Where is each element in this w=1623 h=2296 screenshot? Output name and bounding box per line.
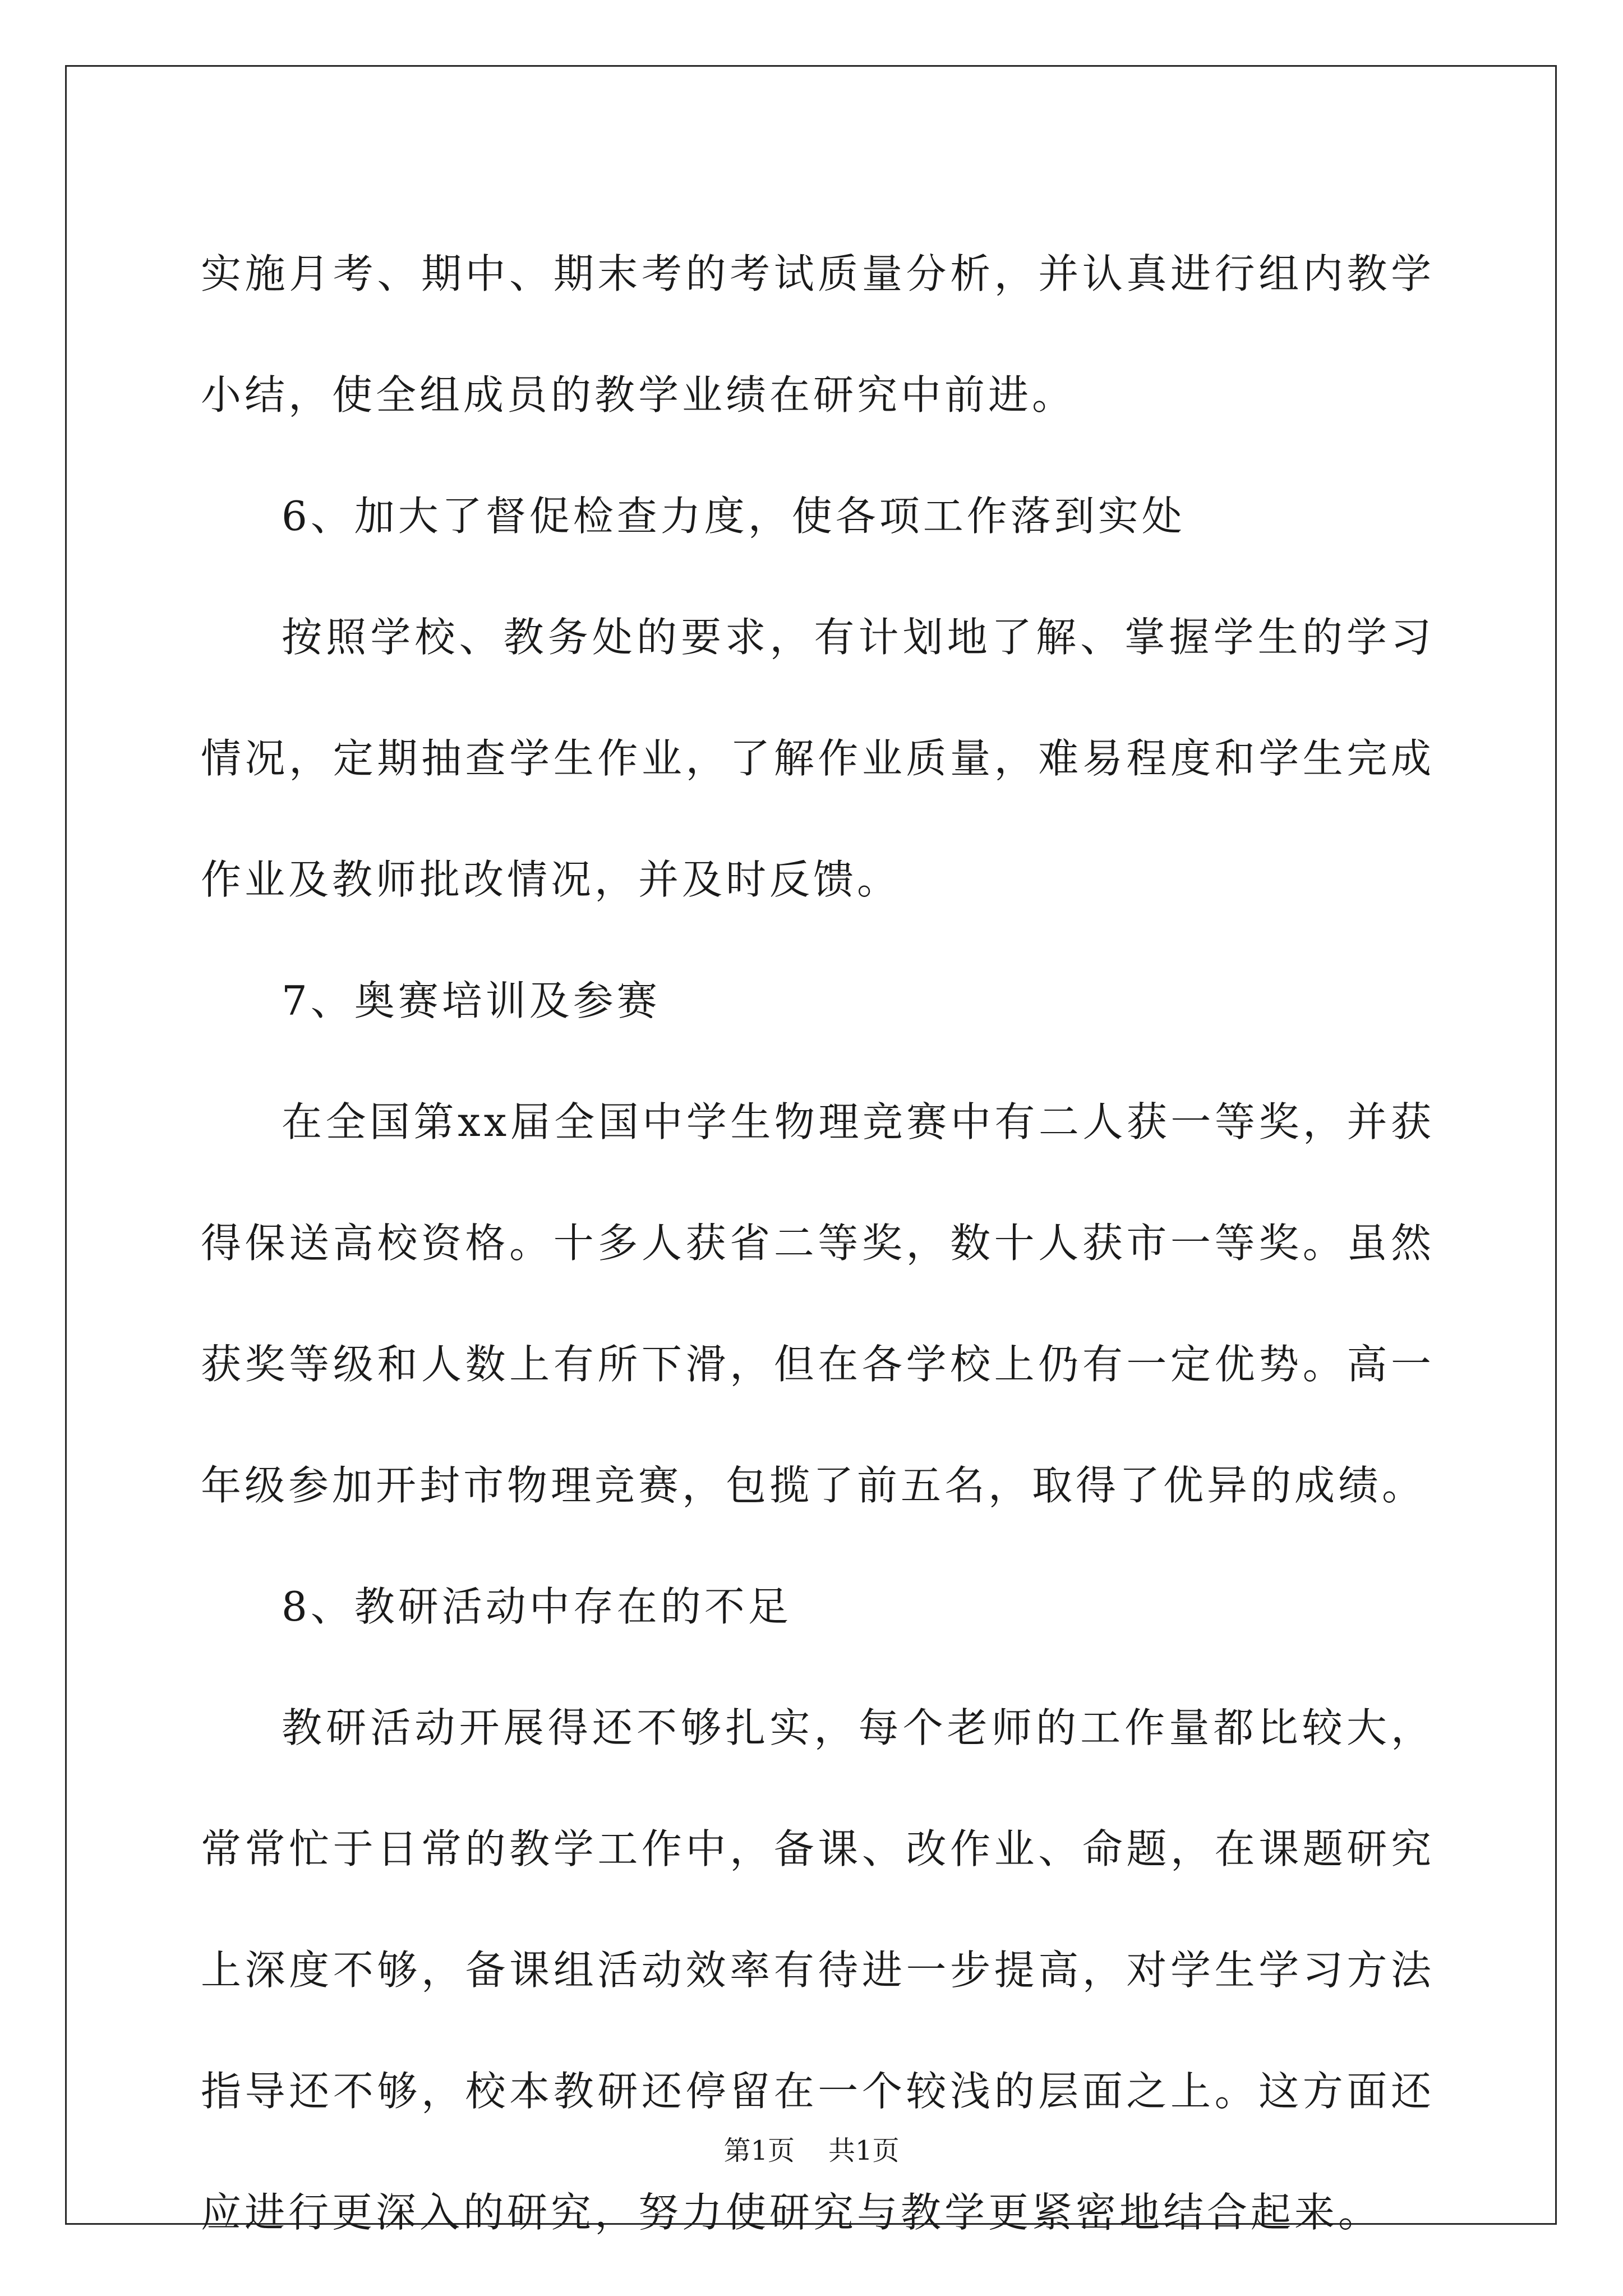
paragraph-section-7: 在全国第xx届全国中学生物理竞赛中有二人获一等奖，并获得保送高校资格。十多人获省二等奖，数十人获市一等奖。虽然获奖等级和人数上有所下滑，但在各学校上仍有一定优势。高一年级参加开封市物理竞赛，包揽了前五名，取得了优异的成绩。 xyxy=(201,1098,1435,1509)
paragraph-continuation: 实施月考、期中、期末考的考试质量分析，并认真进行组内教学小结，使全组成员的教学业绩在研究中前进。 xyxy=(201,250,1435,418)
page-footer xyxy=(0,2129,1623,2168)
section-heading-6: 6、加大了督促检查力度，使各项工作落到实处 xyxy=(282,493,1186,540)
section-heading-7: 7、奥赛培训及参赛 xyxy=(282,977,661,1024)
section-heading-8: 8、教研活动中存在的不足 xyxy=(282,1583,792,1630)
paragraph-section-8: 教研活动开展得还不够扎实，每个老师的工作量都比较大，常常忙于日常的教学工作中，备课、改作业、命题，在课题研究上深度不够，备课组活动效率有待进一步提高，对学生学习方法指导还不够，校本教研还停留在一个较浅的层面之上。这方面还应进行更深入的研究，努力使研究与教学更紧密地结合起来。 xyxy=(201,1704,1435,2236)
page-number: 第1页 xyxy=(723,2135,795,2166)
page-total: 共1页 xyxy=(828,2135,900,2166)
paragraph-section-6: 按照学校、教务处的要求，有计划地了解、掌握学生的学习情况，定期抽查学生作业，了解作业质量，难易程度和学生完成作业及教师批改情况，并及时反馈。 xyxy=(201,614,1435,903)
document-body xyxy=(201,213,1435,2273)
